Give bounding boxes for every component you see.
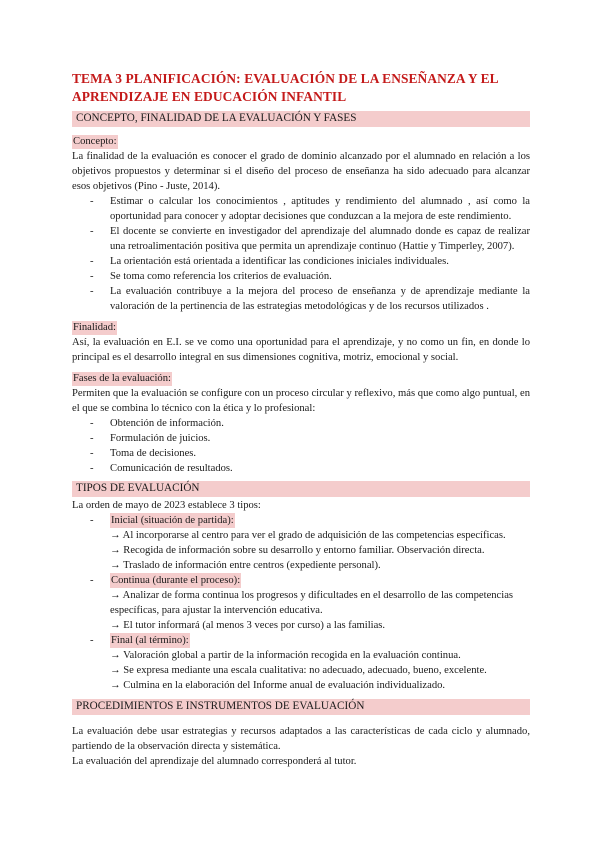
final-points (72, 648, 530, 693)
arrow-icon: → (110, 665, 121, 676)
list-item: - La orientación está orientada a identificar las condiciones iniciales individuales. (90, 254, 530, 269)
list-item: - Obtención de información. (90, 416, 530, 431)
fases-paragraph: Permiten que la evaluación se configure con un proceso circular y reflexivo, más que como algo puntual, en el que se combina lo técnico con la ética y lo profesional: (72, 388, 530, 414)
arrow-icon: → (110, 530, 121, 541)
procedimientos-paragraph-1: La evaluación debe usar estrategias y recursos adaptados a las características de cada ciclo y alumnado, partiendo de la observación directa y sistemática. (72, 726, 530, 752)
arrow-icon: → (110, 545, 121, 556)
subheading-finalidad: Finalidad: (73, 322, 116, 333)
arrow-point-text: Culmina en la elaboración del Informe anual de evaluación individualizado. (123, 680, 446, 691)
section-heading-tipos: TIPOS DE EVALUACIÓN (72, 481, 530, 497)
type-label-continua: Continua (durante el proceso): (111, 575, 241, 586)
arrow-point-text: Al incorporarse al centro para ver el grado de adquisición de las competencias específicas. (122, 530, 506, 541)
arrow-point (110, 648, 530, 663)
concepto-paragraph: La finalidad de la evaluación es conocer el grado de dominio alcanzado por el alumnado en relación a los objetivos propuestos y determinar si el diseño del proceso de enseñanza ha sido adecuado para alcanzar esos objetivos (Pino - Juste, 2014). (72, 151, 530, 192)
list-item: - Formulación de juicios. (90, 431, 530, 446)
procedimientos-paragraph-2: La evaluación del aprendizaje del alumnado corresponderá al tutor. (72, 756, 357, 767)
arrow-point (110, 618, 530, 633)
tipos-list (72, 513, 530, 528)
arrow-point (110, 528, 530, 543)
arrow-icon: → (110, 650, 121, 661)
type-label-inicial: Inicial (situación de partida): (111, 515, 234, 526)
subheading-fases: Fases de la evaluación: (73, 373, 171, 384)
arrow-point-text: Recogida de información sobre su desarrollo y entorno familiar. Observación directa. (123, 545, 485, 556)
tipos-list-final (72, 633, 530, 648)
type-final (90, 633, 530, 648)
arrow-point-text: El tutor informará (al menos 3 veces por curso) a las familias. (123, 620, 386, 631)
tipos-list-continua (72, 573, 530, 588)
arrow-icon: → (110, 560, 121, 571)
list-item: - Estimar o calcular los conocimientos , aptitudes y rendimiento del alumnado , así como la oportunidad para conocer y adoptar decisiones que conduzcan a la mejora de este rendimiento. (90, 194, 530, 224)
arrow-icon: → (110, 680, 121, 691)
title-line-2: APRENDIZAJE EN EDUCACIÓN INFANTIL (72, 89, 347, 104)
concepto-list (72, 194, 530, 314)
arrow-point-text: Se expresa mediante una escala cualitativa: no adecuado, adecuado, bueno, excelente. (123, 665, 487, 676)
finalidad-paragraph: Así, la evaluación en E.I. se ve como una oportunidad para el aprendizaje, y no como un fin, en donde lo principal es el desarrollo integral en sus dimensiones cognitiva, motriz, emocional y social. (72, 337, 530, 363)
type-label-final: Final (al término): (111, 635, 189, 646)
list-item: - Toma de decisiones. (90, 446, 530, 461)
inicial-points (72, 528, 530, 573)
continua-points (72, 588, 530, 633)
arrow-point-text: Valoración global a partir de la información recogida en la evaluación continua. (123, 650, 461, 661)
arrow-point (110, 558, 530, 573)
arrow-icon: → (110, 620, 121, 631)
document-title (72, 70, 530, 106)
title-line-1: TEMA 3 PLANIFICACIÓN: EVALUACIÓN DE LA ENSEÑANZA Y EL (72, 71, 499, 86)
arrow-point (110, 588, 530, 618)
subheading-concepto: Concepto: (73, 136, 117, 147)
tipos-intro: La orden de mayo de 2023 establece 3 tipos: (72, 500, 261, 511)
arrow-point (110, 663, 530, 678)
type-inicial (90, 513, 530, 528)
list-item: - Comunicación de resultados. (90, 461, 530, 476)
list-item: - La evaluación contribuye a la mejora del proceso de enseñanza y de aprendizaje mediante la valoración de la pertinencia de las estrategias metodológicas y de los recursos utilizados . (90, 284, 530, 314)
arrow-point-text: Analizar de forma continua los progresos y dificultades en el desarrollo de las competencias específicas, para ajustar la intervención educativa. (110, 590, 514, 616)
arrow-point (110, 543, 530, 558)
type-continua (90, 573, 530, 588)
section-heading-procedimientos: PROCEDIMIENTOS E INSTRUMENTOS DE EVALUACIÓN (72, 699, 530, 715)
fases-list (72, 416, 530, 476)
list-item: - El docente se convierte en investigador del aprendizaje del alumnado donde es capaz de realizar una retroalimentación positiva que permita un aprendizaje continuo (Hattie y Timperley, 2007). (90, 224, 530, 254)
arrow-icon: → (110, 590, 121, 601)
arrow-point-text: Traslado de información entre centros (expediente personal). (123, 560, 381, 571)
arrow-point (110, 678, 530, 693)
list-item: - Se toma como referencia los criterios de evaluación. (90, 269, 530, 284)
section-heading-concepto: CONCEPTO, FINALIDAD DE LA EVALUACIÓN Y FASES (72, 111, 530, 127)
